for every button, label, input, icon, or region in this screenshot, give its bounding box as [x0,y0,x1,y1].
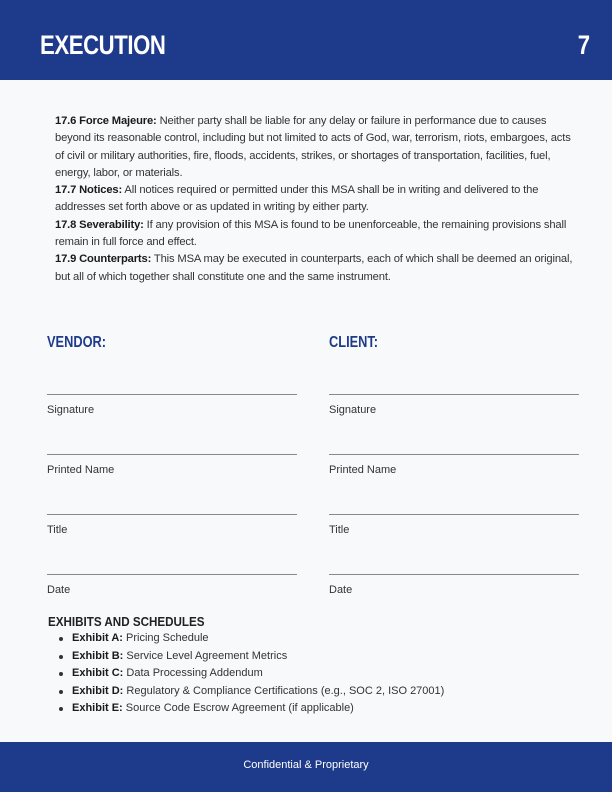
exhibit-label: Exhibit D: [72,684,124,697]
vendor-signature-label: Signature [47,404,95,416]
exhibit-label: Exhibit B: [72,649,124,662]
exhibits-heading: EXHIBITS AND SCHEDULES [48,615,205,629]
vendor-title-label: Title [47,524,68,536]
clause-label: 17.6 Force Majeure: [55,115,157,127]
vendor-signature-block [47,332,297,354]
exhibit-text: Service Level Agreement Metrics [123,649,288,662]
clause-label: 17.9 Counterparts: [55,253,152,266]
client-signature-label: Signature [329,404,377,416]
exhibit-text: Data Processing Addendum [123,667,263,679]
client-date-line[interactable] [329,574,579,575]
clause-label: 17.8 Severability: [55,218,144,231]
section-title: EXECUTION [40,30,166,60]
client-title-label: Title [329,524,350,536]
clauses-block [55,113,575,286]
exhibit-item-b [72,648,568,666]
client-signature-block [329,332,579,354]
client-title-line[interactable] [329,514,579,515]
client-printed-name-label: Printed Name [329,464,397,476]
client-signature-line[interactable] [329,394,579,395]
exhibit-item-a [72,630,568,648]
vendor-printed-name-label: Printed Name [47,464,115,476]
exhibit-text: Source Code Escrow Agreement (if applicable) [122,702,354,714]
clause-notices [55,182,575,217]
exhibit-label: Exhibit C: [72,667,124,679]
vendor-printed-name-line[interactable] [47,454,297,455]
clause-severability [55,217,575,252]
exhibit-item-d [72,683,568,701]
clause-text: All notices required or permitted under this MSA shall be in writing and delivered to the addresses set forth above or as updated in writing by either party. [55,184,539,214]
clause-force-majeure [55,113,575,182]
exhibit-item-e [72,700,568,718]
page-number: 7 [577,30,590,60]
footer-text: Confidential & Proprietary [243,759,369,771]
page-footer [0,742,612,792]
exhibits-section [48,614,568,718]
exhibit-text: Pricing Schedule [122,632,209,644]
vendor-signature-line[interactable] [47,394,297,395]
vendor-heading: VENDOR: [47,334,107,351]
exhibit-item-c [72,665,568,683]
clause-label: 17.7 Notices: [55,184,123,197]
page-header [0,0,612,80]
client-printed-name-line[interactable] [329,454,579,455]
exhibit-text: Regulatory & Compliance Certifications (e.g., SOC 2, ISO 27001) [123,684,445,697]
clause-counterparts [55,251,575,286]
clause-text: If any provision of this MSA is found to be unenforceable, the remaining provisions shall remain in full force and effect. [55,218,567,249]
clause-text: This MSA may be executed in counterparts, each of which shall be deemed an original, but all of which together shall constitute one and the same instrument. [55,253,573,283]
clause-text: Neither party shall be liable for any delay or failure in performance due to causes beyond its reasonable control, including but not limited to acts of God, war, terrorism, riots, embargoes, acts of civil or military authorities, fire, floods, accidents, strikes, or shortages of transportation, facilities, fuel, energy, labor, or materials. [55,115,571,179]
client-date-label: Date [329,584,353,596]
exhibit-label: Exhibit A: [72,632,123,644]
vendor-date-label: Date [47,584,71,596]
client-heading: CLIENT: [329,334,379,351]
vendor-date-line[interactable] [47,574,297,575]
exhibits-list [48,630,568,718]
vendor-title-line[interactable] [47,514,297,515]
exhibit-label: Exhibit E: [72,702,123,714]
